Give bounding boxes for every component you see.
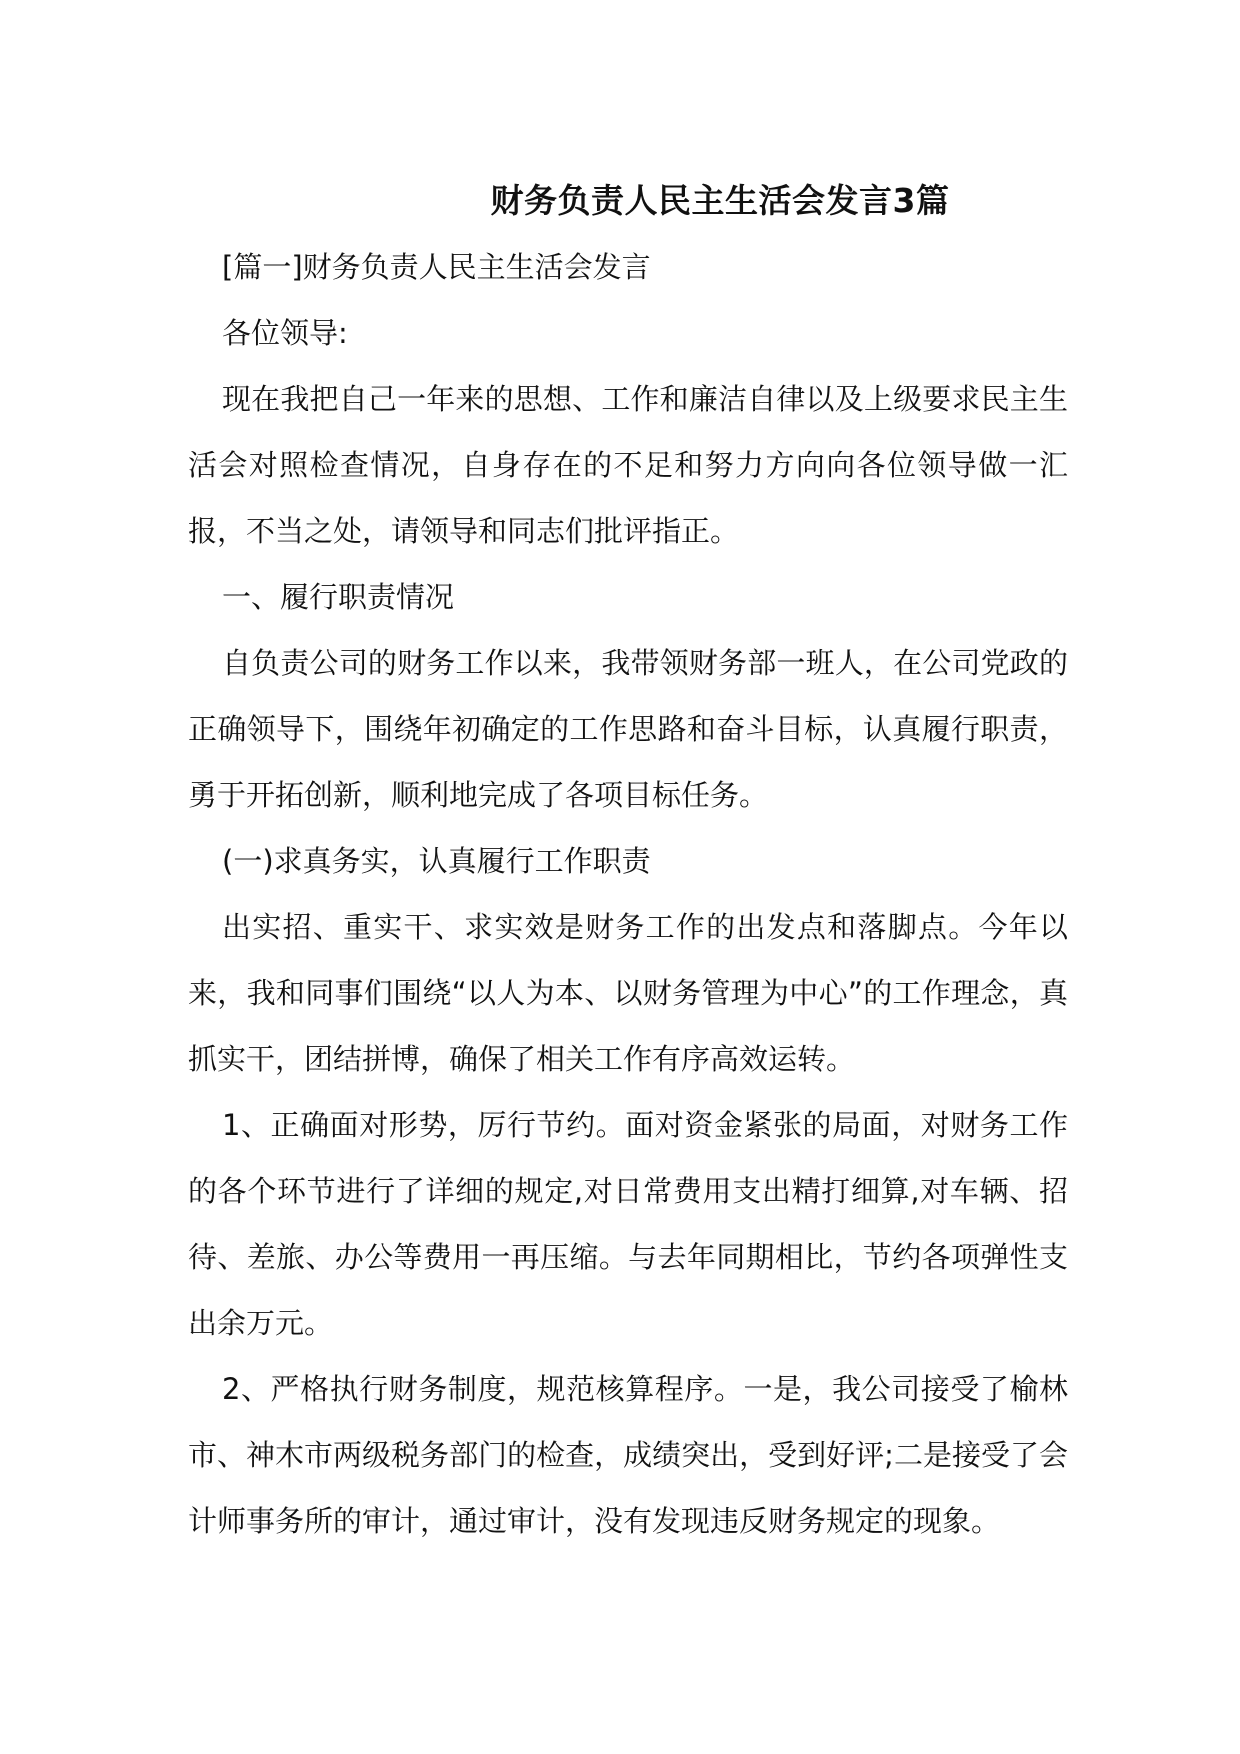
paragraph-pragmatic: 出实招、重实干、求实效是财务工作的出发点和落脚点。今年以来，我和同事们围绕“以人为本、以财务管理为中心”的工作理念，真抓实干，团结拼博，确保了相关工作有序高效运转。 — [188, 910, 1068, 1076]
subheading-pragmatic: (一)求真务实，认真履行工作职责 — [222, 844, 651, 878]
document-title: 财务负责人民主生活会发言3篇 — [490, 181, 950, 220]
paragraph-item-1: 1、正确面对形势，厉行节约。面对资金紧张的局面，对财务工作的各个环节进行了详细的规定,对日常费用支出精打细算,对车辆、招待、差旅、办公等费用一再压缩。与去年同期相比，节约各项弹性支出余万元。 — [188, 1108, 1068, 1340]
section-heading-part-one: [篇一]财务负责人民主生活会发言 — [222, 250, 651, 284]
paragraph-duties: 自负责公司的财务工作以来，我带领财务部一班人，在公司党政的正确领导下，围绕年初确定的工作思路和奋斗目标，认真履行职责，勇于开拓创新，顺利地完成了各项目标任务。 — [188, 646, 1068, 812]
heading-duties: 一、履行职责情况 — [222, 580, 455, 614]
salutation: 各位领导: — [222, 316, 348, 350]
paragraph-item-2: 2、严格执行财务制度，规范核算程序。一是，我公司接受了榆林市、神木市两级税务部门的检查，成绩突出，受到好评;二是接受了会计师事务所的审计，通过审计，没有发现违反财务规定的现象。 — [188, 1372, 1068, 1538]
paragraph-intro: 现在我把自己一年来的思想、工作和廉洁自律以及上级要求民主生活会对照检查情况，自身存在的不足和努力方向向各位领导做一汇报，不当之处，请领导和同志们批评指正。 — [188, 382, 1068, 548]
